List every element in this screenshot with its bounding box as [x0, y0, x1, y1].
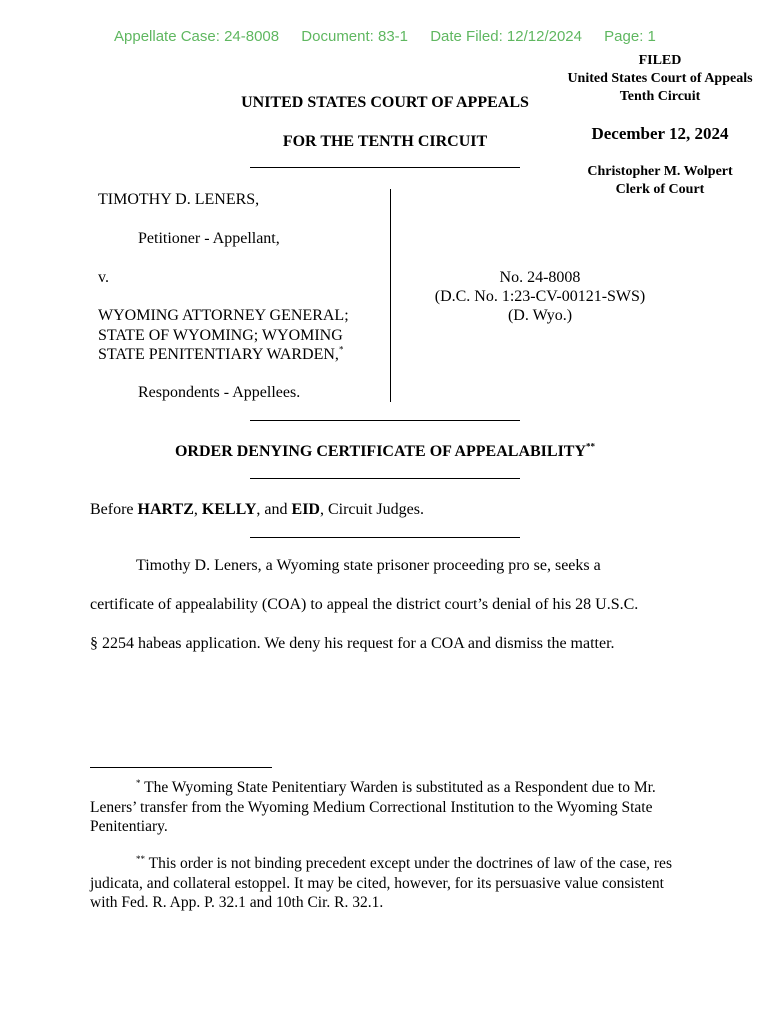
petitioner-name: TIMOTHY D. LENERS, — [98, 191, 260, 208]
footnote-ref-1: * — [338, 344, 344, 355]
panel-sep: , and — [256, 501, 292, 518]
panel-suffix: , Circuit Judges. — [319, 501, 424, 518]
respondent-line-2: STATE OF WYOMING; WYOMING — [98, 327, 343, 344]
footnote-separator — [90, 767, 272, 768]
district: (D. Wyo.) — [507, 307, 573, 324]
panel-sep: , — [193, 501, 202, 518]
stamp-filed: FILED — [638, 53, 682, 68]
body-line-3: § 2254 habeas application. We deny his request for a COA and dismiss the matter. — [90, 635, 615, 652]
header-document: Document: 83-1 — [301, 28, 409, 45]
divider — [250, 537, 520, 538]
footnote-1 — [90, 778, 688, 837]
respondent-line-1: WYOMING ATTORNEY GENERAL; — [98, 307, 349, 324]
footnote-1-mark: * — [136, 777, 141, 788]
order-title — [110, 442, 660, 462]
panel-before: Before — [90, 501, 138, 518]
clerk-title: Clerk of Court — [615, 182, 705, 197]
stamp-court: United States Court of Appeals — [567, 71, 753, 86]
panel-line — [90, 500, 424, 520]
header-page: Page: 1 — [604, 28, 656, 45]
footnote-ref-2: ** — [586, 441, 596, 452]
respondent-role: Respondents - Appellees. — [138, 384, 301, 401]
divider — [250, 167, 520, 168]
caption-divider — [390, 189, 391, 402]
judge-hartz: HARTZ — [137, 501, 194, 518]
header-case: Appellate Case: 24-8008 — [114, 28, 280, 45]
clerk-block — [555, 163, 765, 199]
footnote-1-text: The Wyoming State Penitentiary Warden is substituted as a Respondent due to Mr. Leners’ transfer from the Wyoming Medium Correctional Institution to the Wyoming State Penitentiary. — [90, 779, 656, 835]
divider — [250, 420, 520, 421]
filing-header — [114, 28, 674, 45]
header-date-filed: Date Filed: 12/12/2024 — [430, 28, 582, 45]
divider — [250, 478, 520, 479]
stamp-circuit: Tenth Circuit — [619, 89, 701, 104]
court-name: UNITED STATES COURT OF APPEALS — [241, 94, 529, 111]
case-number: No. 24-8008 — [499, 269, 581, 286]
judge-kelly: KELLY — [201, 501, 257, 518]
versus: v. — [98, 269, 109, 286]
court-circuit: FOR THE TENTH CIRCUIT — [282, 133, 488, 150]
respondent-line-3-text: STATE PENITENTIARY WARDEN, — [98, 346, 339, 363]
footnote-2-mark: ** — [136, 853, 145, 864]
footnote-2-text: This order is not binding precedent except under the doctrines of law of the case, res judicata, and collateral estoppel. It may be cited, however, for its persuasive value consistent with Fed. R. App. P. 32.1 and 10th Cir. R. 32.1. — [90, 855, 672, 911]
district-case-number: (D.C. No. 1:23-CV-00121-SWS) — [434, 288, 646, 305]
order-title-text: ORDER DENYING CERTIFICATE OF APPEALABILITY — [174, 443, 587, 460]
body-line-2: certificate of appealability (COA) to appeal the district court’s denial of his 28 U.S.C. — [90, 596, 639, 613]
judge-eid: EID — [291, 501, 320, 518]
respondent-line-3 — [98, 345, 343, 365]
stamp-date: December 12, 2024 — [591, 124, 729, 143]
footnote-2 — [90, 854, 688, 913]
clerk-name: Christopher M. Wolpert — [587, 164, 733, 179]
body-line-1: Timothy D. Leners, a Wyoming state prisoner proceeding pro se, seeks a — [136, 557, 601, 574]
petitioner-role: Petitioner - Appellant, — [138, 230, 280, 247]
